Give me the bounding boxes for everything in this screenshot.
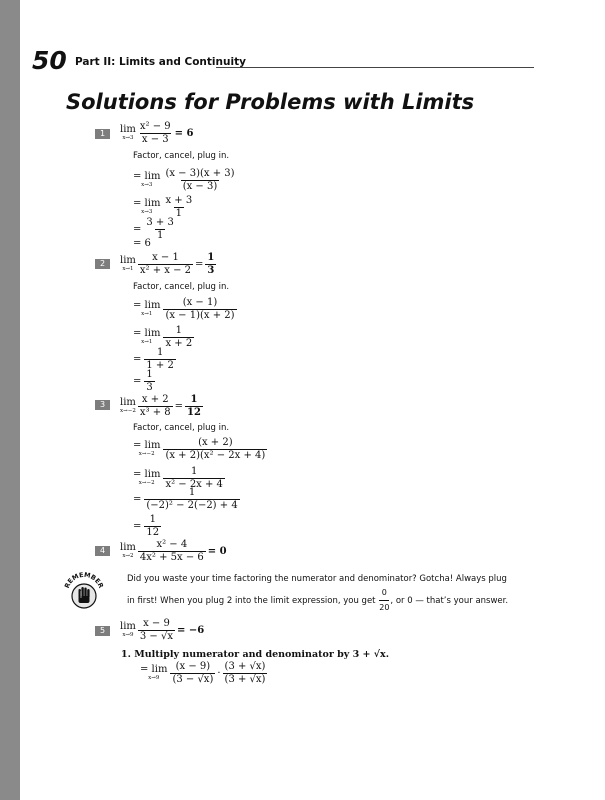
- part-title: Part II: Limits and Continuity: [75, 56, 246, 68]
- header-rule: [216, 67, 534, 68]
- solution-step: = $\frac{3 + 3}{1}$: [133, 217, 174, 241]
- section-title: Solutions for Problems with Limits: [66, 90, 475, 114]
- problem-4-statement: lim x→2 $\frac{\text{x² − 4}}{\text{4x² + 5x − 6}}$ = 0: [120, 539, 227, 563]
- problem-badge: 2: [95, 259, 110, 269]
- instruction-text: Factor, cancel, plug in.: [133, 423, 230, 433]
- problem-5-statement: lim x→9 $\frac{x - 9}{3 - √x}$ = −6: [120, 618, 205, 642]
- remember-note: [127, 572, 517, 615]
- step-label: 1. Multiply numerator and denominator by 3 + √x.: [121, 649, 390, 660]
- problem-badge: 1: [95, 129, 110, 139]
- solution-step: = $\frac{1}{12}$: [133, 514, 160, 538]
- solution-step: = $\frac{1}{3}$: [133, 369, 153, 393]
- remember-text-before: Did you waste your time factoring the numerator and denominator? Gotcha! Always plug in first! When you plug 2 into the limit expression, you get: [127, 574, 507, 606]
- solution-step: = lim x→9 $\frac{(x - 9)}{(3 - √x)}$ · $\frac{(3 + √x)}{(3 + √x)}$: [140, 661, 266, 685]
- problem-3-statement: lim x→−2 $\frac{x + 2}{\text{x³ + 8}}$ = $\frac{1}{12}$: [120, 394, 201, 418]
- problem-badge: 5: [95, 626, 110, 636]
- problem-badge: 3: [95, 400, 110, 410]
- solution-step: = lim x→3 $\frac{(x - 3)(x + 3)}{(x - 3)}$: [133, 168, 235, 192]
- solution-step: = $\frac{1}{1 + 2}$: [133, 347, 174, 371]
- instruction-text: Factor, cancel, plug in.: [133, 282, 230, 292]
- instruction-text: Factor, cancel, plug in.: [133, 151, 230, 161]
- solution-step: = lim x→−2 $\frac{1}{\text{x² − 2x + 4}}$: [133, 466, 223, 490]
- solution-step: = lim x→1 $\frac{(x - 1)}{(x - 1)(x + 2)}$: [133, 297, 235, 321]
- solution-step: = lim x→−2 $\frac{(x + 2)}{\text{(x + 2)(x² − 2x + 4)}}$: [133, 437, 266, 461]
- problem-2-statement: lim x→1 $\frac{x - 1}{\text{x² + x − 2}}$ = $\frac{1}{3}$: [120, 252, 215, 276]
- remember-text-after: , or 0 — that’s your answer.: [390, 596, 509, 606]
- solution-step: = lim x→1 $\frac{1}{x + 2}$: [133, 325, 193, 349]
- solution-step: = lim x→3 $\frac{x + 3}{1}$: [133, 195, 193, 219]
- remember-icon-label: REMEMBER: [62, 570, 106, 590]
- page-edge-bar: [0, 0, 20, 800]
- problem-1-statement: lim x→3 $\frac{\text{x² − 9}}{x - 3}$ = 6: [120, 121, 194, 145]
- remember-icon: [62, 569, 106, 613]
- solution-step: = 6: [133, 238, 151, 249]
- page-number: 50: [32, 46, 67, 75]
- problem-badge: 4: [95, 546, 110, 556]
- solution-step: = $\frac{1}{\text{(−2)² − 2(−2) + 4}}$: [133, 487, 238, 511]
- remember-fraction: $\frac{0}{20}$: [379, 586, 389, 615]
